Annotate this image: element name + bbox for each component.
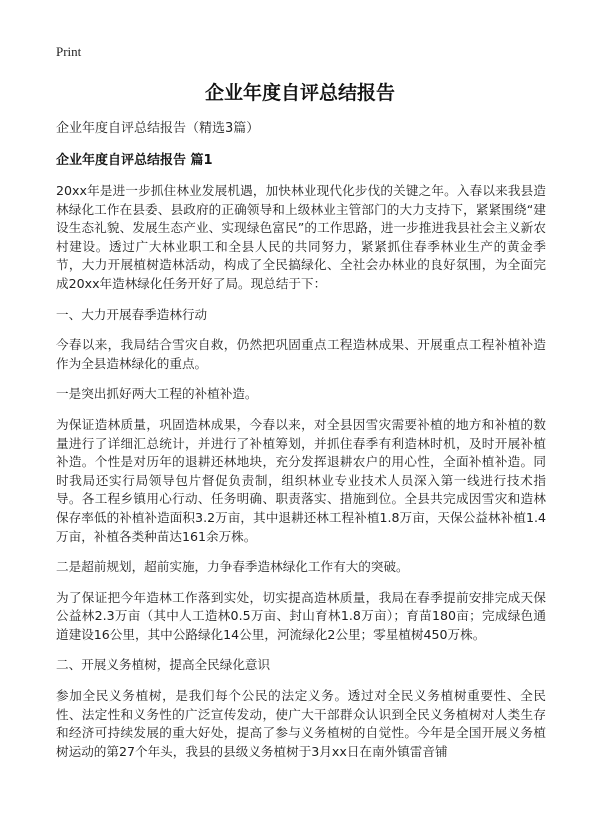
paragraph-replanting: 为保证造林质量，巩固造林成果，今春以来，对全县因雪灾需要补植的地方和补植的数量进行了详细汇总统计，并进行了补植筹划，并抓住春季有利造林时机，及时开展补植补造。个性是对历年的退耕还林地块，充分发挥退耕农户的用心性，全面补植补造。同时我局还实行局领导包片督促负责制，组织林业专业技术人员深入第一线进行技术指导。各工程乡镇用心行动、任务明确、职责落实、措施到位。全县共完成因雪灾和造林保存率低的补植补造面积3.2万亩，其中退耕还林工程补植1.8万亩，天保公益林补植1.4万亩，补植各类种苗达161余万株。 [56,416,546,544]
document-title: 企业年度自评总结报告 [204,82,395,104]
section-title: 企业年度自评总结报告 篇1 [56,153,213,168]
heading-advance-planning: 二是超前规划，超前实施，力争春季造林绿化工作有大的突破。 [56,559,409,575]
paragraph-voluntary-planting: 参加全民义务植树，是我们每个公民的法定义务。透过对全民义务植树重要性、全民性、法定性和义务性的广泛宣传发动，使广大干部群众认识到全民义务植树对人类生存和经济可持续发展的重大好处，提高了参与义务植树的自觉性。今年是全国开展义务植树运动的第27个年头，我县的县级义务植树于3月xx日在南外镇雷音铺 [56,688,546,759]
print-link[interactable]: Print [56,44,82,59]
heading-voluntary-planting: 二、开展义务植树，提高全民绿化意识 [56,657,271,673]
heading-replanting: 一是突出抓好两大工程的补植补造。 [56,386,258,402]
heading-spring-afforestation: 一、大力开展春季造林行动 [56,306,208,322]
paragraph-intro: 20xx年是进一步抓住林业发展机遇，加快林业现代化步伐的关键之年。入春以来我县造林绿化工作在县委、县政府的正确领导和上级林业主管部门的大力支持下，紧紧围绕“建设生态礼貌、发展生态产业、实现绿色富民”的工作思路，进一步推进我县社会主义新农村建设。透过广大林业职工和全县人民的共同努力，紧紧抓住春季林业生产的黄金季节，大力开展植树造林活动，构成了全民搞绿化、全社会办林业的良好氛围，为全面完成20xx年造林绿化任务开好了局。现总结于下： [56,183,546,291]
document-subtitle: 企业年度自评总结报告（精选3篇） [56,121,260,136]
paragraph-spring-focus: 今春以来，我局结合雪灾自救，仍然把巩固重点工程造林成果、开展重点工程补植补造作为全县造林绿化的重点。 [56,337,546,371]
paragraph-advance-planning: 为了保证把今年造林工作落到实处，切实提高造林质量，我局在春季提前安排完成天保公益林2.3万亩（其中人工造林0.5万亩、封山育林1.8万亩）；育苗180亩；完成绿色通道建设16公里，其中公路绿化14公里，河流绿化2公里；零星植树450万株。 [56,589,546,642]
document-body [56,120,546,773]
